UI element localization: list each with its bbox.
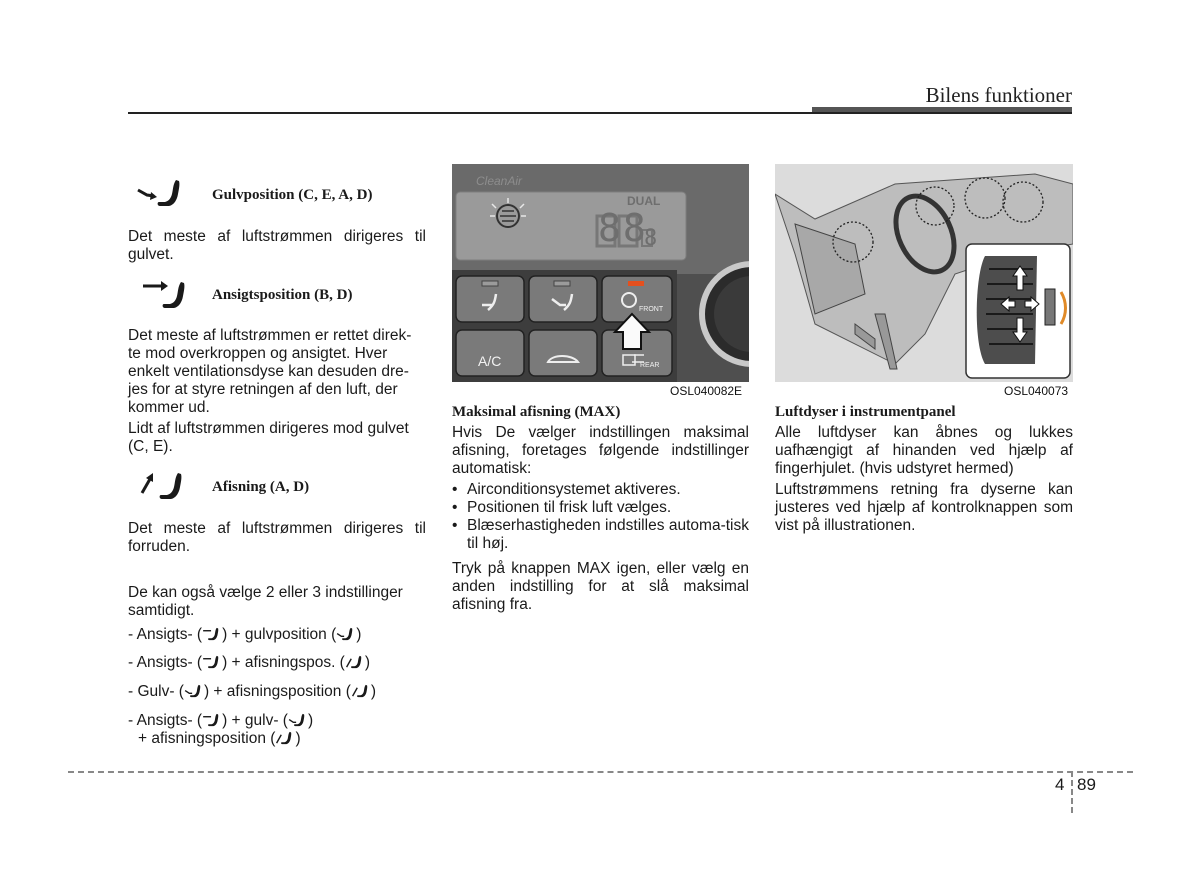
face-position-text-2: Lidt af luftstrømmen dirigeres mod gulvet (C, E).	[128, 420, 409, 455]
face-text-line: enkelt ventilationsdyse kan desuden dre-	[128, 363, 409, 380]
floor-mode-icon	[136, 176, 186, 212]
panel-brand-label: CleanAir	[476, 174, 523, 188]
face-text-line: jes for at styre retningen af den luft, der	[128, 381, 398, 398]
rear-defrost-label: REAR	[640, 362, 660, 369]
max-defrost-intro: Hvis De vælger indstillingen maksimal afisning, foretages følgende indstillinger automatisk:	[452, 424, 749, 477]
dashboard-drawing	[775, 164, 1073, 400]
combo-text: ) + afisningspos. (	[222, 654, 345, 671]
floor-mode-icon	[184, 684, 204, 698]
combo-text: )	[370, 683, 377, 700]
running-header-title: Bilens funktioner	[925, 83, 1072, 107]
combo-text: ) + gulv- (	[222, 712, 288, 729]
footer-dotted-rule	[68, 771, 1133, 773]
floor-position-text: Det meste af luftstrømmen dirigeres til gulvet.	[128, 228, 426, 263]
panel-dual-label: DUAL	[627, 194, 661, 208]
page-number: 89	[1077, 775, 1096, 794]
combo-floor-defrost	[128, 683, 426, 701]
face-mode-icon	[202, 655, 222, 669]
dashboard-vents-illustration	[775, 164, 1073, 400]
header-rule	[128, 112, 1072, 114]
face-position-heading: Ansigtsposition (B, D)	[212, 287, 353, 303]
face-text-line: kommer ud.	[128, 399, 210, 416]
panel-temp-display: 88	[598, 206, 648, 250]
floor-mode-icon	[288, 713, 308, 727]
dashboard-vents-text-2: Luftstrømmens retning fra dyserne kan justeres ved hjælp af kontrolknappen som vist på illustrationen.	[775, 481, 1073, 534]
face-text-line: Det meste af luftstrømmen er rettet direk-	[128, 327, 412, 344]
combo-text: )	[356, 626, 362, 643]
combo-text: - Ansigts- (	[128, 712, 203, 729]
chapter-number: 4	[1055, 775, 1065, 794]
max-defrost-list	[452, 481, 749, 553]
dashboard-vents-heading: Luftdyser i instrumentpanel	[775, 404, 956, 420]
combo-text: + afisningsposition (	[138, 730, 276, 747]
combo-face-defrost	[128, 654, 426, 672]
front-defrost-label: FRONT	[639, 306, 664, 313]
list-item: • Airconditionsystemet aktiveres.	[452, 481, 749, 499]
defrost-mode-icon	[345, 655, 365, 669]
combo-text: - Gulv- (	[128, 683, 184, 700]
face-mode-icon	[141, 278, 191, 314]
face-mode-icon	[202, 627, 222, 641]
ac-button-label: A/C	[478, 353, 502, 369]
combo-face-floor	[128, 626, 426, 644]
panel-temp-decimal: 8	[644, 226, 658, 251]
face-text-line: te mod overkroppen og ansigtet. Hver	[128, 345, 388, 362]
combo-text: ) + gulvposition (	[222, 626, 337, 643]
footer-separator	[1071, 771, 1073, 813]
combo-text: )	[307, 712, 314, 729]
figure-code-panel: OSL040082E	[670, 384, 743, 398]
combination-intro: De kan også vælge 2 eller 3 indstillinger samtidigt.	[128, 584, 403, 619]
combo-text: )	[364, 654, 371, 671]
dashboard-vents-text-1: Alle luftdyser kan åbnes og lukkes uafhængigt af hinanden ved hjælp af fingerhjulet. (hvis udstyret hermed)	[775, 424, 1073, 477]
floor-position-heading: Gulvposition (C, E, A, D)	[212, 187, 373, 203]
defrost-heading: Afisning (A, D)	[212, 479, 310, 495]
list-item: • Blæserhastigheden indstilles automa-tisk til høj.	[452, 517, 749, 553]
max-defrost-outro: Tryk på knappen MAX igen, eller vælg en anden indstilling for at slå maksimal afisning fra.	[452, 560, 749, 613]
defrost-text: Det meste af luftstrømmen dirigeres til forruden.	[128, 520, 426, 555]
max-defrost-heading: Maksimal afisning (MAX)	[452, 404, 621, 420]
combo-text: - Ansigts- (	[128, 626, 203, 643]
climate-panel-illustration	[452, 164, 749, 400]
combo-text: ) + afisningsposition (	[203, 683, 351, 700]
face-mode-icon	[202, 713, 222, 727]
combo-face-floor-defrost	[128, 712, 426, 748]
defrost-mode-icon	[138, 467, 188, 503]
defrost-mode-icon	[275, 731, 295, 745]
combo-text: )	[295, 730, 301, 747]
combo-text: - Ansigts- (	[128, 654, 203, 671]
defrost-mode-icon	[351, 684, 371, 698]
floor-mode-icon	[336, 627, 356, 641]
figure-code-vents: OSL040073	[1004, 384, 1069, 398]
list-item: • Positionen til frisk luft vælges.	[452, 499, 749, 517]
face-position-text	[128, 327, 426, 417]
